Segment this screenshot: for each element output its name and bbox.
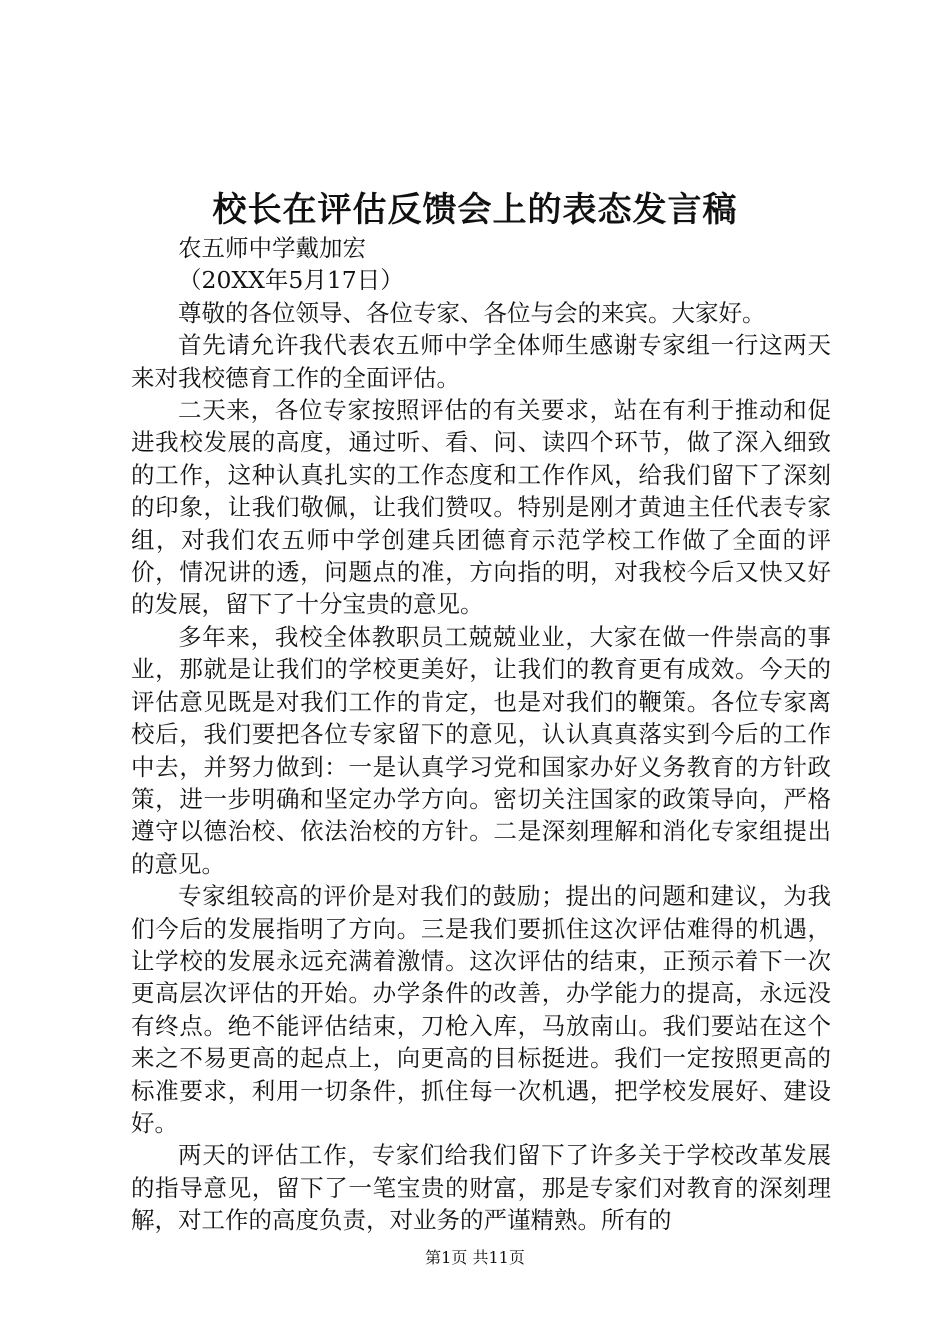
page-total: 共11页 [472,1248,525,1267]
paragraph: 首先请允许我代表农五师中学全体师生感谢专家组一行这两天来对我校德育工作的全面评估。 [131,331,831,392]
paragraph: 二天来，各位专家按照评估的有关要求，站在有利于推动和促进我校发展的高度，通过听、看、问、读四个环节，做了深入细致的工作，这种认真扎实的工作态度和工作作风，给我们留下了深刻的印象，让我们敬佩，让我们赞叹。特别是刚才黄迪主任代表专家组，对我们农五师中学创建兵团德育示范学校工作做了全面的评价，情况讲的透，问题点的准，方向指的明，对我校今后又快又好的发展，留下了十分宝贵的意见。 [131,396,831,619]
page-footer [0,1247,950,1269]
page-number: 第1页 [425,1248,468,1267]
document-body [131,232,831,1237]
paragraph: 尊敬的各位领导、各位专家、各位与会的来宾。大家好。 [178,298,766,327]
document-title: 校长在评估反馈会上的表态发言稿 [212,190,738,230]
paragraph: 两天的评估工作，专家们给我们留下了许多关于学校改革发展的指导意见，留下了一笔宝贵的财富，那是专家们对教育的深刻理解，对工作的高度负责，对业务的严谨精熟。所有的 [131,1141,831,1235]
paragraph: 多年来，我校全体教职员工兢兢业业，大家在做一件崇高的事业，那就是让我们的学校更美好，让我们的教育更有成效。今天的评估意见既是对我们工作的肯定，也是对我们的鞭策。各位专家离校后，我们要把各位专家留下的意见，认认真真落实到今后的工作中去，并努力做到：一是认真学习党和国家办好义务教育的方针政策，进一步明确和坚定办学方向。密切关注国家的政策导向，严格遵守以德治校、依法治校的方针。二是深刻理解和消化专家组提出的意见。 [131,622,831,878]
date-line: （20XX年5月17日） [178,266,404,295]
author-line: 农五师中学戴加宏 [178,234,366,262]
paragraph: 专家组较高的评价是对我们的鼓励；提出的问题和建议，为我们今后的发展指明了方向。三是我们要抓住这次评估难得的机遇，让学校的发展永远充满着激情。这次评估的结束，正预示着下一次更高层次评估的开始。办学条件的改善，办学能力的提高，永远没有终点。绝不能评估结束，刀枪入库，马放南山。我们要站在这个来之不易更高的起点上，向更高的目标挺进。我们一定按照更高的标准要求，利用一切条件，抓住每一次机遇，把学校发展好、建设好。 [131,882,831,1137]
